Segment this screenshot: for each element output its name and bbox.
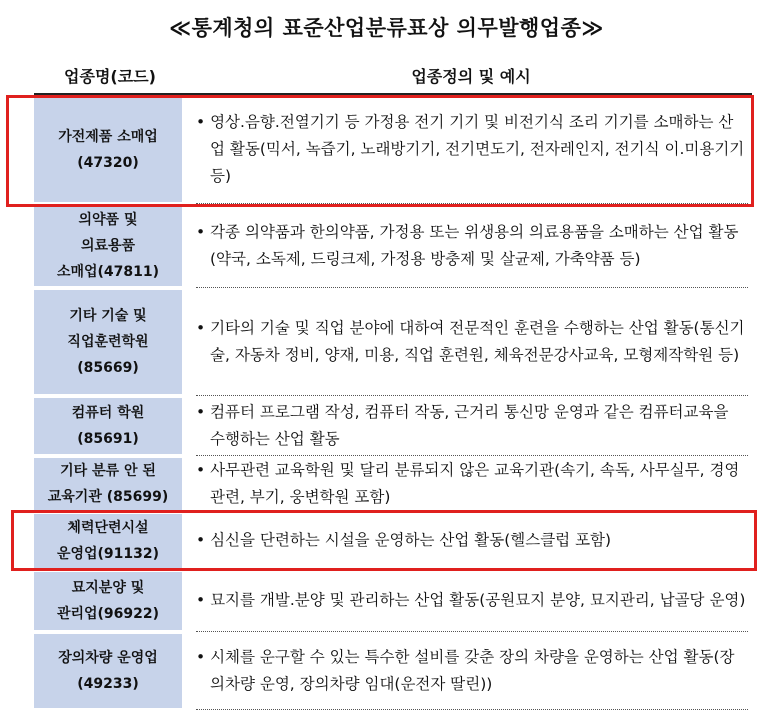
definition-text: • 묘지를 개발.분양 및 관리하는 산업 활동(공원묘지 분양, 묘지관리, 납골당 운영): [196, 591, 746, 609]
industry-name-line: 관리업(96922): [56, 606, 160, 622]
industry-name-line: (85691): [77, 431, 139, 447]
industry-name-line: 기타 분류 안 된: [60, 463, 156, 479]
definition-text: • 기타의 기술 및 직업 분야에 대하여 전문적인 훈련을 수행하는 산업 활동(통신기술, 자동차 정비, 양재, 미용, 직업 훈련원, 체육전문강사교육, 모형제작학원 등): [196, 318, 745, 364]
industry-name-line: (49233): [77, 676, 139, 692]
definition-text: • 시체를 운구할 수 있는 특수한 설비를 갖춘 장의 차량을 운영하는 산업 활동(장의차량 운영, 장의차량 임대(운전자 딸린)): [196, 647, 735, 693]
table-row: [34, 95, 752, 204]
industry-name-line: 의료용품: [80, 238, 136, 254]
industry-name-line: 가전제품 소매업: [58, 128, 158, 145]
table-row: [34, 288, 752, 396]
definition-cell: [196, 288, 748, 396]
industry-code-cell: [34, 572, 182, 630]
definition-cell: [196, 512, 748, 570]
definition-cell: [196, 632, 748, 710]
definition-text: • 심신을 단련하는 시설을 운영하는 산업 활동(헬스클럽 포함): [196, 531, 612, 549]
industry-code-cell: [34, 206, 182, 286]
column-header-industry-name: 업종명(코드): [64, 67, 156, 86]
industry-name-line: 묘지분양 및: [71, 580, 145, 596]
page-title: ≪통계청의 표준산업분류표상 의무발행업종≫: [169, 16, 604, 40]
table-row: [34, 632, 752, 710]
industry-name-line: 컴퓨터 학원: [71, 405, 145, 421]
industry-name-line: 소매업(47811): [56, 264, 160, 280]
industry-name-line: 의약품 및: [78, 212, 138, 228]
column-header-definition: 업종정의 및 예시: [411, 67, 531, 86]
industry-code-cell: [34, 97, 182, 202]
definition-text: • 각종 의약품과 한의약품, 가정용 또는 위생용의 의료용품을 소매하는 산업 활동(약국, 소독제, 드링크제, 가정용 방충제 및 살균제, 가축약품 등): [196, 222, 739, 268]
table-row: [34, 456, 752, 512]
industry-code-cell: [34, 634, 182, 708]
definition-text: • 사무관련 교육학원 및 달리 분류되지 않은 교육기관(속기, 속독, 사무실무, 경영관련, 부기, 웅변학원 포함): [196, 460, 740, 506]
definition-text: • 영상.음향.전열기기 등 가정용 전기 기기 및 비전기식 조리 기기를 소매하는 산업 활동(믹서, 녹즙기, 노래방기기, 전기면도기, 전자레인지, 전기식 이.미용기기 등): [196, 112, 745, 185]
industry-name-line: 체력단련시설: [67, 520, 149, 536]
industry-name-line: (47320): [77, 154, 139, 171]
definition-text: • 컴퓨터 프로그램 작성, 컴퓨터 작동, 근거리 통신망 운영과 같은 컴퓨터교육을 수행하는 산업 활동: [196, 402, 729, 448]
industry-code-cell: [34, 514, 182, 568]
industry-name-line: 장의차량 운영업: [58, 650, 158, 666]
table-row: [34, 204, 752, 288]
industry-name-line: 직업훈련학원: [67, 334, 149, 350]
definition-cell: [196, 204, 748, 288]
table-row: [34, 396, 752, 456]
definition-cell: [196, 95, 748, 204]
definition-cell: [196, 456, 748, 512]
industry-code-cell: [34, 290, 182, 394]
industry-code-cell: [34, 398, 182, 454]
industry-code-cell: [34, 458, 182, 510]
definition-cell: [196, 570, 748, 632]
definition-cell: [196, 396, 748, 456]
industry-name-line: 운영업(91132): [56, 546, 160, 562]
industry-name-line: 교육기관 (85699): [47, 489, 169, 505]
table-row: [34, 512, 752, 570]
industry-name-line: (85669): [77, 360, 139, 376]
industry-name-line: 기타 기술 및: [69, 308, 147, 324]
table-row: [34, 570, 752, 632]
